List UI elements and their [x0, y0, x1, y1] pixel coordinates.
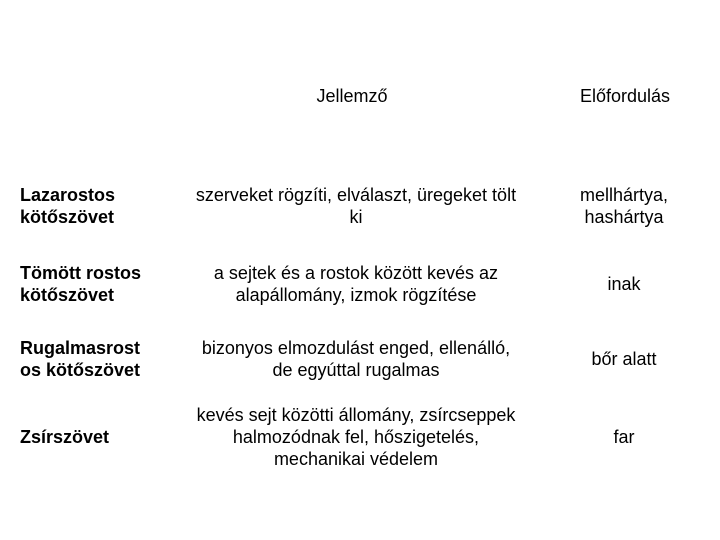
row-1-name: Lazarostos kötőszövet — [20, 185, 116, 227]
header-elofordulas: Előfordulás — [579, 86, 671, 106]
row-2-jellemzo: a sejtek és a rostok között kevés az alapállomány, izmok rögzítése — [213, 263, 499, 305]
row-1-jellemzo: szerveket rögzíti, elválaszt, üregeket tölt ki — [195, 185, 517, 227]
row-2-elofordulas: inak — [607, 274, 641, 294]
row-4-jellemzo: kevés sejt közötti állomány, zsírcseppek halmozódnak fel, hőszigetelés, mechanikai védelem — [196, 405, 516, 469]
row-4-name: Zsírszövet — [20, 427, 110, 447]
row-4-elofordulas: far — [613, 427, 635, 447]
row-3-name: Rugalmasrost os kötőszövet — [20, 338, 141, 380]
row-2-name: Tömött rostos kötőszövet — [20, 263, 141, 305]
header-jellemzo: Jellemző — [316, 86, 388, 106]
row-3-elofordulas: bőr alatt — [591, 349, 657, 369]
row-3-jellemzo: bizonyos elmozdulást enged, ellenálló, de egyúttal rugalmas — [201, 338, 511, 380]
row-1-elofordulas: mellhártya, hashártya — [579, 185, 669, 227]
